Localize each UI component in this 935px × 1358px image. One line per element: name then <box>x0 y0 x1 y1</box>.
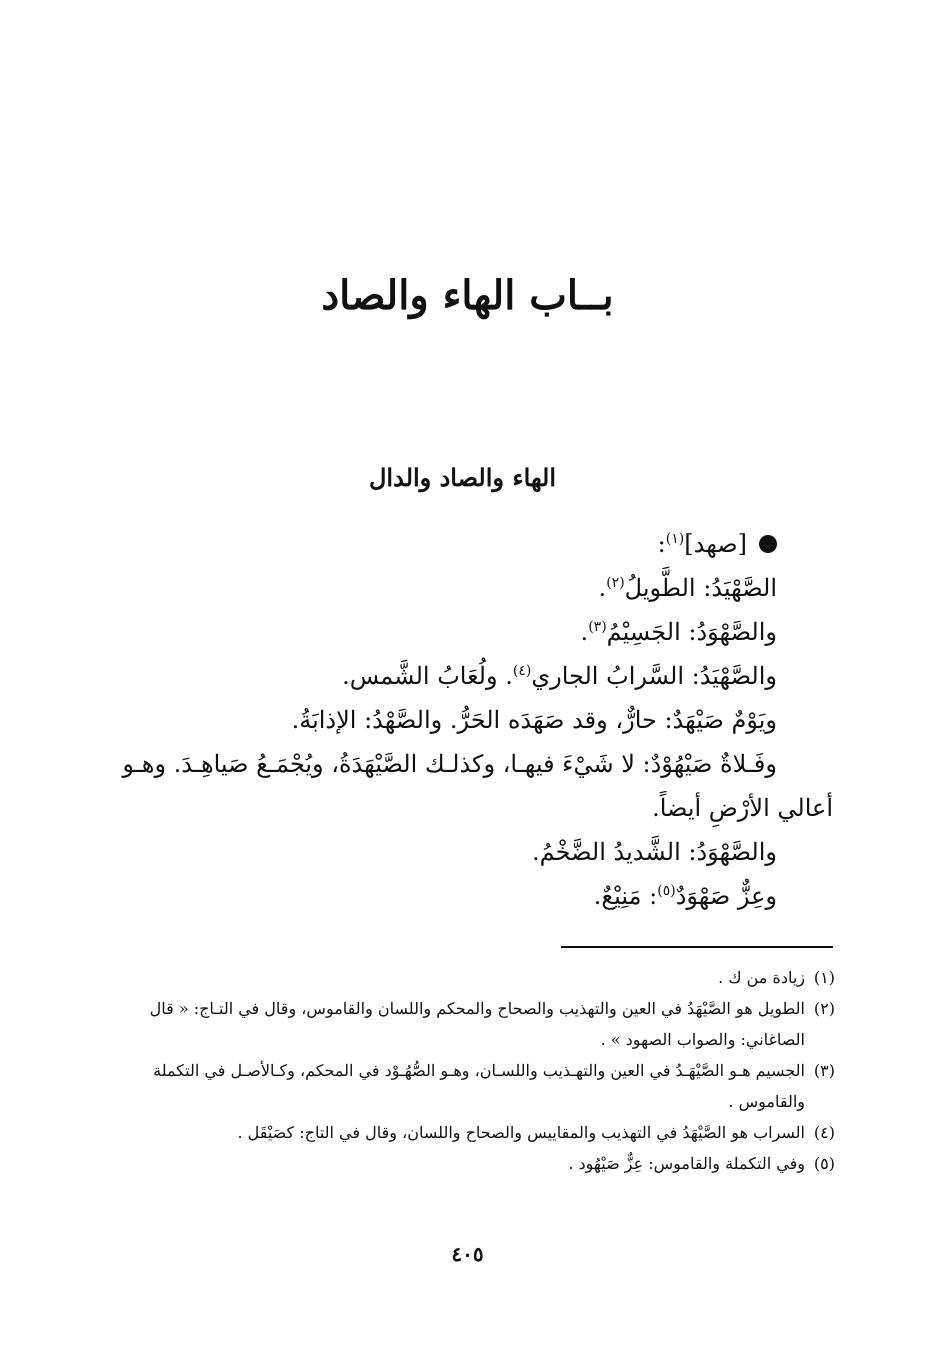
page-number: ٤٠٥ <box>451 1242 484 1266</box>
footnote-ref[interactable]: (٢) <box>606 575 625 591</box>
entry-line: الصَّهْيَدُ: الطَّويلُ$^{(٢)}$. <box>598 574 777 602</box>
footnote-ref[interactable]: (١) <box>665 531 685 547</box>
entry-line: والصَّهْوَدُ: الشَّديدُ الضَّخْمُ. <box>531 838 777 866</box>
footnote-number: (٣) <box>813 1061 835 1080</box>
footnote-item <box>100 993 835 1055</box>
footnote-ref[interactable]: (٣) <box>588 619 607 635</box>
entry-line: والصَّهْيَدُ: السَّرابُ الجاري$^{(٤)}$. ولُعَابُ الشَّمس. <box>342 662 777 690</box>
entry-headword: [صهد]$^{(١)}$: <box>657 530 747 558</box>
footnote-number: (٢) <box>813 999 835 1018</box>
footnote-text: الجسيم هـو الصَّيْهَـدُ في العين والتهـذيب واللسـان، وهـو الصُّهُـوْد في المحكم، وكـالأصـل في التكملة والقاموس . <box>153 1061 805 1111</box>
footnote-number: (١) <box>813 968 835 987</box>
dictionary-entry <box>107 522 833 918</box>
footnote-item <box>100 962 835 993</box>
footnote-ref[interactable]: (٤) <box>512 663 532 679</box>
entry-line-continuation: أعالي الأرْضِ أيضاً. <box>652 794 833 822</box>
footnotes-list <box>100 962 835 1179</box>
entry-line: وعِزٌّ صَهْوَدٌ$^{(٥)}$: مَنِيْعٌ. <box>593 882 777 910</box>
chapter-title: بــاب الهاء والصاد <box>321 272 614 319</box>
entry-headword-line <box>107 522 777 566</box>
bullet-icon <box>759 535 777 553</box>
footnote-text: زيادة من ك . <box>718 968 805 987</box>
footnote-text: السراب هو الصَّيْهَدُ في التهذيب والمقاييس والصحاح واللسان، وقال في التاج: كصَيْقَل . <box>237 1123 805 1142</box>
entry-line: ويَوْمٌ صَيْهَدٌ: حارٌّ، وقد صَهَدَه الحَرُّ. والصَّهْدُ: الإذابَةُ. <box>291 706 777 734</box>
footnote-text: الطويل هو الصَّيْهَدُ في العين والتهذيب والصحاح والمحكم واللسان والقاموس، وقال في التـاج: « قال الصاغاني: والصواب الصهود » . <box>149 999 805 1049</box>
footnote-item <box>100 1148 835 1179</box>
footnote-text: وفي التكملة والقاموس: عِزٌّ صَيْهُود . <box>568 1154 805 1173</box>
entry-line: وفَـلاةٌ صَيْهُوْدٌ: لا شَيْءَ فيهـا، وكذلـك الصَّيْهَدَةُ، ويُجْمَـعُ صَياهِـدَ. وهـو <box>122 750 777 778</box>
footnote-number: (٤) <box>813 1123 835 1142</box>
footnote-item <box>100 1117 835 1148</box>
footnote-number: (٥) <box>813 1154 835 1173</box>
section-title: الهاء والصاد والدال <box>368 463 556 492</box>
footnote-divider <box>561 946 833 948</box>
footnote-item <box>100 1055 835 1117</box>
footnote-ref[interactable]: (٥) <box>657 883 676 899</box>
entry-line: والصَّهْوَدُ: الجَسِيْمُ$^{(٣)}$. <box>580 618 777 646</box>
